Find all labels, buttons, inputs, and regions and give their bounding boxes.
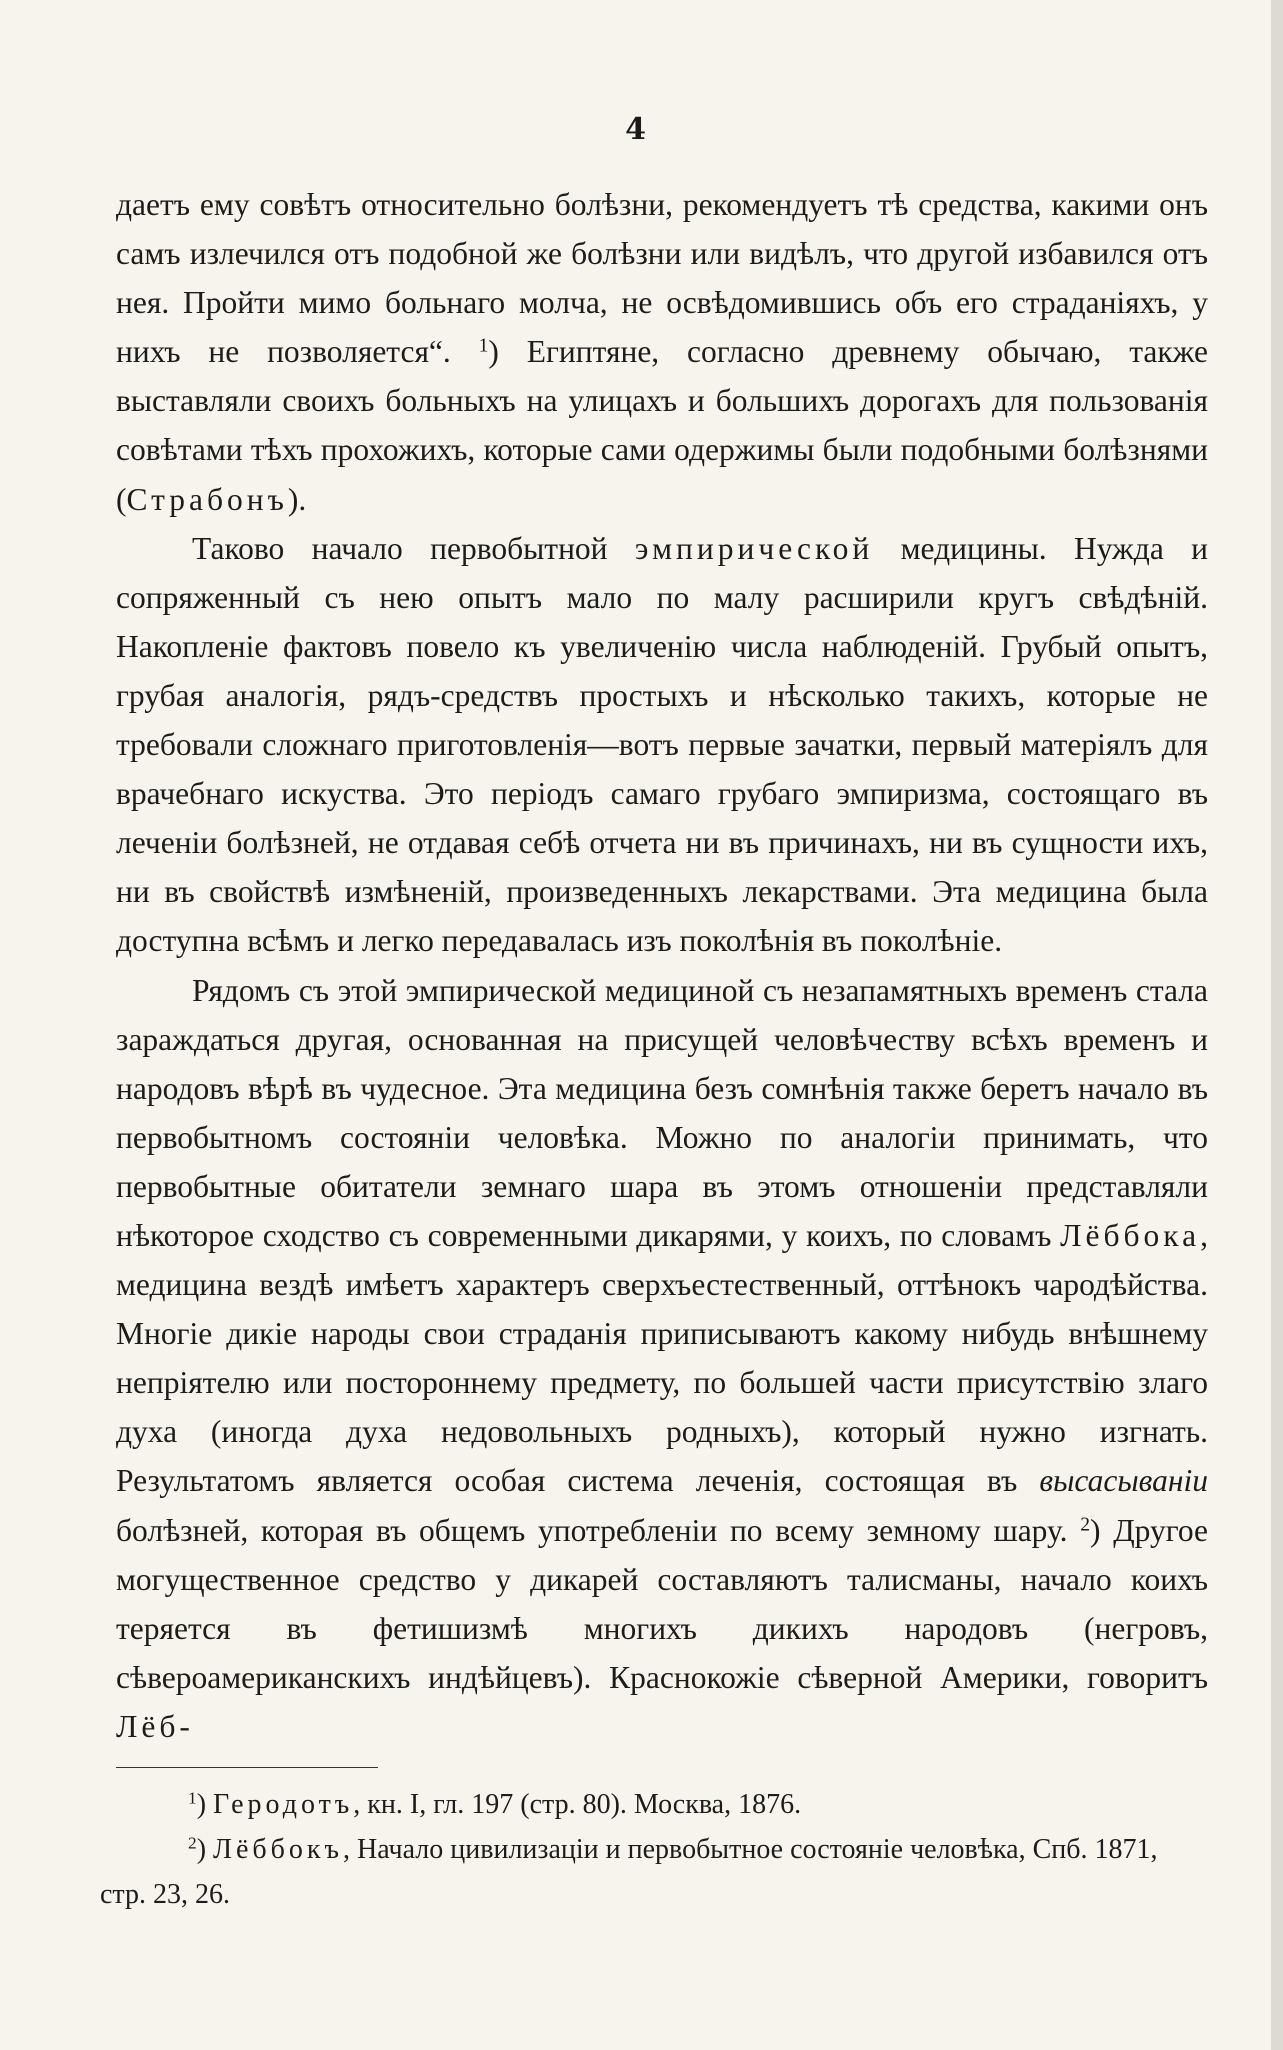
footnote-separator [116,1767,378,1768]
footnote-2-author: Лёббокъ [213,1834,344,1865]
paragraph-2-text-b: медицины. Нужда и сопряженный съ нею опытъ мало по малу расширили кругъ свѣдѣній. Накопленіе фактовъ повело къ увеличенію числа наблюденій. Грубый опытъ, грубая аналогія, рядъ-средствъ простыхъ и нѣсколько такихъ, которые не требовали сложнаго приготовленія—вотъ первые зачатки, первый матеріялъ для врачебнаго искуства. Это періодъ самаго грубаго эмпиризма, состоящаго въ леченіи болѣзней, не отдавая себѣ отчета ни въ причинахъ, ни въ сущности ихъ, ни въ свойствѣ измѣненій, произведенныхъ лекарствами. Эта медицина была доступна всѣмъ и легко передавалась изъ поколѣнія въ поколѣніе. [116,530,1208,959]
paragraph-2-text: Таково начало первобытной [192,530,635,566]
main-text [116,180,1208,1751]
paragraph-1-end: ). [287,481,307,517]
paragraph-3: Рядомъ съ этой эмпирической медициной съ незапамятныхъ временъ стала зараждаться другая, основанная на присущей человѣчеству всѣхъ временъ и народовъ вѣрѣ въ чудесное. Эта медицина безъ сомнѣнія также беретъ начало въ первобытномъ состояніи человѣка. Можно по аналогіи принимать, что первобытные обитатели земнаго шара въ этомъ отношеніи представляли нѣкоторое сходство съ современными дикарями, у коихъ, по словамъ Лёббока, медицина вездѣ имѣетъ характеръ сверхъестественный, оттѣнокъ чародѣйства. Многіе дикіе народы свои страданія приписываютъ какому нибудь внѣшнему непріятелю или постороннему предмету, по большей части присутствію злаго духа (иногда духа недовольныхъ родныхъ), который нужно изгнать. Результатомъ является особая система леченія, состоящая въ высасываніи болѣзней, которая въ общемъ употребленіи по всему земному шару. $^2$) Другое могущественное средство у дикарей составляютъ талисманы, начало коихъ теряется въ фетишизмѣ многихъ дикихъ народовъ (негровъ, сѣвероамериканскихъ индѣйцевъ). Краснокожіе сѣверной Америки, говоритъ Лёб- [116,972,1209,1744]
footnote-marker-1: 1 [188,1788,197,1808]
paragraph-3-text-c: болѣзней, которая въ общемъ употребленіи по всему земному шару. [116,1512,1068,1548]
footnote-ref-1: 1 [478,335,489,357]
emphasis-empirical: эмпирической [634,530,874,566]
paragraph-1-text: даетъ ему совѣтъ относительно болѣзни, рекомендуетъ тѣ средства, какими онъ самъ излечился отъ подобной же болѣзни или видѣлъ, что другой избавился отъ нея. Пройти мимо больнаго молча, не освѣдомившись объ его страданіяхъ, у нихъ не позволяется“. [116,187,1208,370]
paragraph-3-text-b: , медицина вездѣ имѣетъ характеръ сверхъестественный, оттѣнокъ чародѣйства. Многіе дикіе народы свои страданія приписываютъ какому нибудь внѣшнему непріятелю или постороннему предмету, по большей части присутствію злаго духа (иногда духа недовольныхъ родныхъ), который нужно изгнать. Результатомъ является особая система леченія, состоящая въ [116,1217,1208,1499]
emphasis-sucking: высасываніи [1039,1463,1208,1499]
page-edge [1271,0,1283,2050]
paragraph-1: даетъ ему совѣтъ относительно болѣзни, рекомендуетъ тѣ средства, какими онъ самъ излечился отъ подобной же болѣзни или видѣлъ, что другой избавился отъ нея. Пройти мимо больнаго молча, не освѣдомившись объ его страданіяхъ, у нихъ не позволяется“. $^1$) Египтяне, согласно древнему обычаю, также выставляли своихъ больныхъ на улицахъ и большихъ дорогахъ для пользованія совѣтами тѣхъ прохожихъ, которые сами одержимы были подобными болѣзнями (Страбонъ). [116,187,1208,517]
author-name-lubbock-2: Лёб- [116,1708,194,1744]
footnote-1-text: , кн. I, гл. 197 (стр. 80). Москва, 1876. [353,1789,802,1820]
footnotes [100,1782,1208,1917]
paragraph-1-text-b: Египтяне, согласно древнему обычаю, также выставляли своихъ больныхъ на улицахъ и большихъ дорогахъ для пользованія совѣтами тѣхъ прохожихъ, которые сами одержимы были подобными болѣзнями ( [116,334,1208,517]
author-name-lubbock: Лёббока [1060,1217,1201,1253]
footnote-marker-2: 2 [188,1833,197,1853]
paragraph-3-text: Рядомъ съ этой эмпирической медициной съ незапамятныхъ временъ стала зараждаться другая, основанная на присущей человѣчеству всѣхъ временъ и народовъ вѣрѣ въ чудесное. Эта медицина безъ сомнѣнія также беретъ начало въ первобытномъ состояніи человѣка. Можно по аналогіи принимать, что первобытные обитатели земнаго шара въ этомъ отношеніи представляли нѣкоторое сходство съ современными дикарями, у коихъ, по словамъ [116,972,1208,1253]
footnote-ref-2: 2 [1080,1513,1090,1535]
footnote-1-author: Геродотъ [213,1789,354,1820]
footnote-1: $^1$) Геродотъ, кн. I, гл. 197 (стр. 80). Москва, 1876. [188,1788,802,1820]
paragraph-3-text-d: Другое могущественное средство у дикарей составляютъ талисманы, начало коихъ теряется въ фетишизмѣ многихъ дикихъ народовъ (негровъ, сѣвероамериканскихъ индѣйцевъ). Краснокожіе сѣверной Америки, говоритъ [116,1512,1209,1695]
page-number: 4 [625,112,646,147]
paragraph-2 [116,524,1208,966]
footnote-2: $^2$) Лёббокъ, Начало цивилизаціи и первобытное состояніе человѣка, Спб. 1871, стр. 23, 26. [100,1833,1158,1910]
footnote-2-text: , Начало цивилизаціи и первобытное состояніе человѣка, Спб. 1871, стр. 23, 26. [100,1834,1158,1910]
author-name-strabo: Страбонъ [126,481,288,517]
